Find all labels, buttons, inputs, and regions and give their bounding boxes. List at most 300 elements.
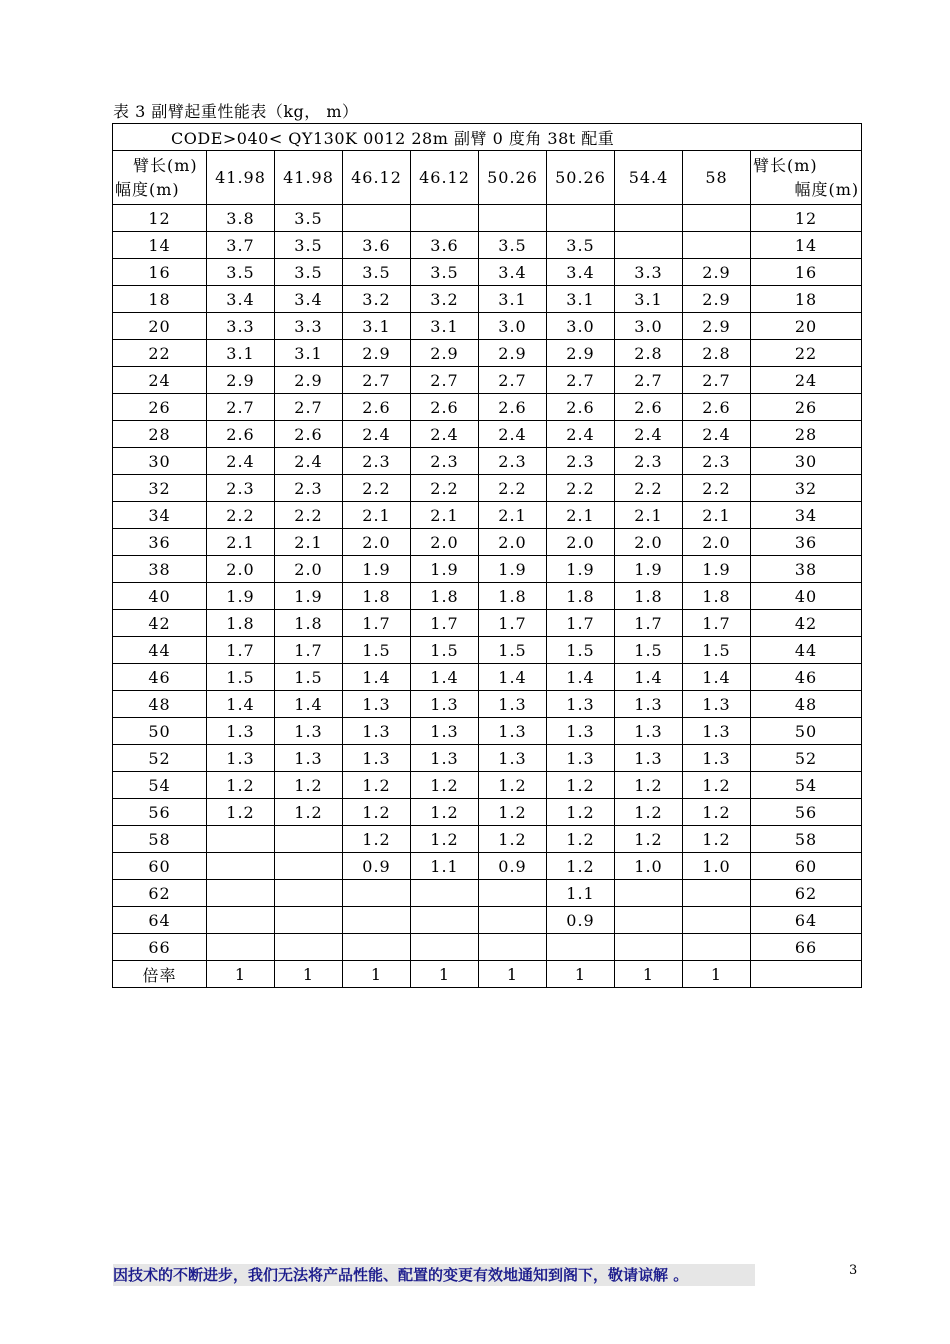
load-cell (411, 934, 479, 961)
table-row (113, 880, 862, 907)
load-cell: 3.3 (615, 259, 683, 286)
load-cell: 1.3 (411, 745, 479, 772)
load-cell: 3.1 (615, 286, 683, 313)
table-row (113, 502, 862, 529)
load-cell: 1.7 (275, 637, 343, 664)
load-cell (683, 880, 751, 907)
load-cell: 1.8 (411, 583, 479, 610)
load-cell: 1.3 (411, 691, 479, 718)
load-cell: 1.2 (547, 853, 615, 880)
load-cell: 1.9 (479, 556, 547, 583)
radius-cell: 42 (113, 610, 207, 637)
load-cell: 1.2 (683, 772, 751, 799)
load-cell: 1.5 (547, 637, 615, 664)
load-cell: 2.4 (207, 448, 275, 475)
load-cell: 2.1 (547, 502, 615, 529)
load-cell: 1.2 (343, 826, 411, 853)
load-cell: 2.9 (275, 367, 343, 394)
load-cell: 2.7 (343, 367, 411, 394)
load-cell: 2.7 (615, 367, 683, 394)
load-cell: 1.7 (479, 610, 547, 637)
load-cell: 1.2 (479, 799, 547, 826)
load-cell: 0.9 (547, 907, 615, 934)
radius-cell: 34 (113, 502, 207, 529)
load-cell: 1.4 (547, 664, 615, 691)
table-row (113, 934, 862, 961)
load-cell: 1.3 (207, 718, 275, 745)
load-cell: 1.0 (683, 853, 751, 880)
table-row (113, 529, 862, 556)
radius-cell-right: 46 (751, 664, 862, 691)
load-cell: 3.1 (479, 286, 547, 313)
load-cell (615, 934, 683, 961)
load-cell: 1.3 (479, 691, 547, 718)
radius-cell-right: 24 (751, 367, 862, 394)
ratio-label: 倍率 (113, 961, 207, 988)
radius-cell-right: 50 (751, 718, 862, 745)
load-cell (343, 907, 411, 934)
load-cell: 3.1 (411, 313, 479, 340)
load-cell: 2.4 (547, 421, 615, 448)
load-cell (343, 205, 411, 232)
load-cell: 1.8 (615, 583, 683, 610)
load-cell: 3.5 (207, 259, 275, 286)
load-cell: 2.1 (683, 502, 751, 529)
load-cell: 2.2 (479, 475, 547, 502)
load-cell: 1.3 (615, 691, 683, 718)
radius-cell-right: 22 (751, 340, 862, 367)
load-cell: 3.4 (479, 259, 547, 286)
load-cell: 1.4 (411, 664, 479, 691)
code-line: CODE>040< QY130K 0012 28m 副臂 0 度角 38t 配重 (113, 124, 862, 151)
ratio-value: 1 (547, 961, 615, 988)
table-row (113, 691, 862, 718)
load-cell: 1.8 (207, 610, 275, 637)
radius-cell-right: 66 (751, 934, 862, 961)
load-cell: 2.9 (207, 367, 275, 394)
load-cell: 1.8 (479, 583, 547, 610)
radius-cell-right: 64 (751, 907, 862, 934)
table-row (113, 448, 862, 475)
load-cell: 2.9 (343, 340, 411, 367)
load-cell: 3.4 (547, 259, 615, 286)
boom-length-header: 46.12 (411, 151, 479, 205)
load-cell (275, 826, 343, 853)
radius-cell: 60 (113, 853, 207, 880)
radius-cell-right: 28 (751, 421, 862, 448)
load-cell: 2.3 (275, 475, 343, 502)
load-cell: 1.7 (207, 637, 275, 664)
header-left-cell (113, 151, 207, 205)
radius-cell: 56 (113, 799, 207, 826)
table-row (113, 367, 862, 394)
load-cell: 2.1 (479, 502, 547, 529)
radius-cell-right: 34 (751, 502, 862, 529)
table-row (113, 340, 862, 367)
load-cell: 1.2 (547, 826, 615, 853)
load-cell: 1.4 (615, 664, 683, 691)
load-cell (683, 205, 751, 232)
radius-cell: 28 (113, 421, 207, 448)
load-cell: 1.3 (547, 745, 615, 772)
load-cell: 3.5 (275, 205, 343, 232)
load-cell: 1.2 (615, 799, 683, 826)
load-cell: 1.3 (275, 745, 343, 772)
table-row (113, 394, 862, 421)
radius-cell: 22 (113, 340, 207, 367)
header-right-cell (751, 151, 862, 205)
load-cell (343, 880, 411, 907)
load-cell: 2.3 (207, 475, 275, 502)
load-cell: 1.9 (275, 583, 343, 610)
load-cell: 1.9 (411, 556, 479, 583)
load-cell: 1.5 (683, 637, 751, 664)
load-cell: 2.4 (343, 421, 411, 448)
code-row (113, 124, 862, 151)
load-cell: 2.6 (275, 421, 343, 448)
load-cell: 1.3 (343, 718, 411, 745)
load-cell: 1.3 (343, 745, 411, 772)
radius-cell-right: 20 (751, 313, 862, 340)
load-cell: 1.3 (683, 691, 751, 718)
table-row (113, 907, 862, 934)
load-cell: 3.8 (207, 205, 275, 232)
load-cell: 2.9 (411, 340, 479, 367)
radius-cell: 66 (113, 934, 207, 961)
radius-cell: 32 (113, 475, 207, 502)
radius-cell-right: 54 (751, 772, 862, 799)
load-cell: 1.2 (411, 772, 479, 799)
boom-length-label-left: 臂长(m) (133, 155, 198, 175)
load-cell: 1.2 (479, 826, 547, 853)
ratio-value: 1 (275, 961, 343, 988)
load-cell: 1.2 (343, 772, 411, 799)
radius-cell: 30 (113, 448, 207, 475)
load-cell (275, 853, 343, 880)
radius-cell-right: 60 (751, 853, 862, 880)
load-cell: 2.7 (207, 394, 275, 421)
load-cell: 1.7 (615, 610, 683, 637)
load-cell: 1.9 (207, 583, 275, 610)
load-cell: 1.3 (207, 745, 275, 772)
load-cell: 2.7 (275, 394, 343, 421)
radius-cell-right: 58 (751, 826, 862, 853)
load-cell: 1.4 (683, 664, 751, 691)
load-cell (683, 907, 751, 934)
boom-length-header: 41.98 (275, 151, 343, 205)
radius-cell-right: 62 (751, 880, 862, 907)
radius-cell-right: 16 (751, 259, 862, 286)
ratio-value: 1 (411, 961, 479, 988)
table-row (113, 205, 862, 232)
load-cell: 2.2 (275, 502, 343, 529)
load-cell: 2.6 (683, 394, 751, 421)
boom-length-header: 46.12 (343, 151, 411, 205)
load-cell: 1.2 (547, 799, 615, 826)
load-cell: 2.2 (547, 475, 615, 502)
radius-cell-right: 32 (751, 475, 862, 502)
table-caption: 表 3 副臂起重性能表（kg， m） (113, 102, 359, 121)
load-cell: 1.8 (343, 583, 411, 610)
load-cell: 2.6 (411, 394, 479, 421)
load-cell: 2.1 (275, 529, 343, 556)
load-cell (615, 880, 683, 907)
load-cell: 3.3 (207, 313, 275, 340)
load-cell: 1.2 (343, 799, 411, 826)
load-cell: 1.2 (683, 826, 751, 853)
load-cell (547, 934, 615, 961)
load-cell (615, 232, 683, 259)
load-cell (343, 934, 411, 961)
radius-cell-right: 12 (751, 205, 862, 232)
load-cell: 2.0 (411, 529, 479, 556)
load-cell (479, 934, 547, 961)
load-cell: 1.8 (683, 583, 751, 610)
load-cell: 1.2 (615, 826, 683, 853)
load-cell: 1.4 (343, 664, 411, 691)
load-cell: 2.6 (615, 394, 683, 421)
radius-cell-right: 42 (751, 610, 862, 637)
load-cell: 3.0 (547, 313, 615, 340)
load-cell: 3.6 (343, 232, 411, 259)
table-row (113, 664, 862, 691)
load-cell: 2.3 (479, 448, 547, 475)
load-cell: 3.5 (547, 232, 615, 259)
load-cell (275, 907, 343, 934)
load-cell: 2.0 (547, 529, 615, 556)
table-row (113, 772, 862, 799)
load-cell: 2.3 (683, 448, 751, 475)
load-cell (547, 205, 615, 232)
load-cell: 2.0 (479, 529, 547, 556)
radius-cell: 38 (113, 556, 207, 583)
load-cell: 2.1 (343, 502, 411, 529)
radius-cell: 54 (113, 772, 207, 799)
load-cell: 2.2 (207, 502, 275, 529)
load-cell: 2.1 (207, 529, 275, 556)
load-cell: 1.1 (547, 880, 615, 907)
load-cell: 1.7 (343, 610, 411, 637)
load-cell: 2.9 (683, 259, 751, 286)
load-cell: 3.0 (615, 313, 683, 340)
load-cell (479, 205, 547, 232)
table-row (113, 475, 862, 502)
load-cell: 2.1 (615, 502, 683, 529)
load-cell: 3.2 (343, 286, 411, 313)
load-cell: 1.5 (275, 664, 343, 691)
ratio-value: 1 (207, 961, 275, 988)
boom-length-header: 50.26 (547, 151, 615, 205)
load-cell (207, 880, 275, 907)
load-cell: 2.6 (207, 421, 275, 448)
load-cell (683, 934, 751, 961)
load-cell: 2.2 (615, 475, 683, 502)
load-cell: 2.3 (615, 448, 683, 475)
load-cell: 2.0 (615, 529, 683, 556)
ratio-value: 1 (343, 961, 411, 988)
load-cell: 3.5 (275, 232, 343, 259)
radius-cell: 20 (113, 313, 207, 340)
load-cell: 2.8 (683, 340, 751, 367)
table-row (113, 313, 862, 340)
load-cell: 2.0 (275, 556, 343, 583)
load-cell: 3.0 (479, 313, 547, 340)
load-cell: 1.2 (547, 772, 615, 799)
load-cell: 2.1 (411, 502, 479, 529)
load-cell: 1.2 (207, 799, 275, 826)
load-cell: 1.4 (479, 664, 547, 691)
jib-lifting-performance-table (112, 123, 862, 988)
load-cell: 2.9 (683, 313, 751, 340)
radius-cell: 26 (113, 394, 207, 421)
radius-cell-right: 26 (751, 394, 862, 421)
ratio-value: 1 (479, 961, 547, 988)
load-cell: 1.2 (411, 799, 479, 826)
load-cell: 1.3 (547, 718, 615, 745)
boom-length-header: 50.26 (479, 151, 547, 205)
load-cell (275, 880, 343, 907)
table-row (113, 799, 862, 826)
load-cell: 3.1 (207, 340, 275, 367)
load-cell: 2.2 (343, 475, 411, 502)
load-cell: 1.9 (343, 556, 411, 583)
load-cell: 1.5 (479, 637, 547, 664)
load-cell: 3.5 (479, 232, 547, 259)
load-cell (411, 907, 479, 934)
load-cell: 2.3 (343, 448, 411, 475)
load-cell: 1.2 (275, 799, 343, 826)
load-cell: 1.2 (479, 772, 547, 799)
load-cell: 2.0 (683, 529, 751, 556)
boom-length-label-right: 臂长(m) (753, 155, 818, 175)
load-cell: 3.7 (207, 232, 275, 259)
load-cell: 2.7 (683, 367, 751, 394)
load-cell: 2.4 (615, 421, 683, 448)
load-cell: 2.6 (547, 394, 615, 421)
load-cell: 1.5 (207, 664, 275, 691)
load-cell: 1.0 (615, 853, 683, 880)
load-cell: 3.4 (207, 286, 275, 313)
radius-cell: 62 (113, 880, 207, 907)
table-row (113, 556, 862, 583)
load-cell: 1.3 (343, 691, 411, 718)
table-row (113, 745, 862, 772)
load-cell: 1.7 (547, 610, 615, 637)
load-cell: 1.3 (683, 745, 751, 772)
load-cell: 1.9 (683, 556, 751, 583)
boom-length-header: 41.98 (207, 151, 275, 205)
load-cell: 1.5 (343, 637, 411, 664)
load-cell: 1.2 (615, 772, 683, 799)
table-row (113, 853, 862, 880)
load-cell: 2.7 (479, 367, 547, 394)
radius-cell: 18 (113, 286, 207, 313)
load-cell: 2.6 (479, 394, 547, 421)
load-cell: 3.1 (547, 286, 615, 313)
radius-cell-right: 18 (751, 286, 862, 313)
radius-cell-right: 48 (751, 691, 862, 718)
load-cell: 3.2 (411, 286, 479, 313)
load-cell: 3.5 (275, 259, 343, 286)
load-cell (479, 880, 547, 907)
radius-cell: 44 (113, 637, 207, 664)
radius-cell: 12 (113, 205, 207, 232)
radius-cell-right: 52 (751, 745, 862, 772)
load-cell: 1.8 (275, 610, 343, 637)
load-cell: 1.1 (411, 853, 479, 880)
table-row (113, 583, 862, 610)
load-cell: 3.6 (411, 232, 479, 259)
radius-cell: 52 (113, 745, 207, 772)
load-cell: 2.9 (683, 286, 751, 313)
load-cell: 2.4 (275, 448, 343, 475)
ratio-row (113, 961, 862, 988)
ratio-right-cell (751, 961, 862, 988)
disclaimer-note: 因技术的不断进步，我们无法将产品性能、配置的变更有效地通知到阁下，敬请谅解 。 (113, 1264, 755, 1286)
load-cell: 3.4 (275, 286, 343, 313)
table-row (113, 232, 862, 259)
radius-cell: 40 (113, 583, 207, 610)
ratio-value: 1 (683, 961, 751, 988)
radius-cell: 14 (113, 232, 207, 259)
load-cell: 1.9 (615, 556, 683, 583)
table-row (113, 637, 862, 664)
radius-cell-right: 40 (751, 583, 862, 610)
table-row (113, 718, 862, 745)
load-cell (683, 232, 751, 259)
radius-cell: 48 (113, 691, 207, 718)
load-cell: 1.2 (683, 799, 751, 826)
radius-cell: 24 (113, 367, 207, 394)
load-cell: 1.3 (547, 691, 615, 718)
radius-cell: 58 (113, 826, 207, 853)
load-cell: 1.3 (615, 745, 683, 772)
table-row (113, 826, 862, 853)
load-cell: 3.3 (275, 313, 343, 340)
load-cell: 1.2 (275, 772, 343, 799)
load-cell: 2.4 (479, 421, 547, 448)
load-cell: 2.0 (207, 556, 275, 583)
table-row (113, 259, 862, 286)
load-cell: 1.3 (479, 718, 547, 745)
load-cell: 1.2 (207, 772, 275, 799)
radius-cell: 64 (113, 907, 207, 934)
load-cell: 2.9 (479, 340, 547, 367)
radius-cell: 46 (113, 664, 207, 691)
load-cell: 2.2 (683, 475, 751, 502)
table-row (113, 286, 862, 313)
load-cell: 1.9 (547, 556, 615, 583)
radius-cell-right: 56 (751, 799, 862, 826)
radius-cell-right: 14 (751, 232, 862, 259)
load-cell: 2.6 (343, 394, 411, 421)
radius-cell-right: 36 (751, 529, 862, 556)
load-cell (207, 853, 275, 880)
boom-length-header: 54.4 (615, 151, 683, 205)
load-cell (411, 880, 479, 907)
page-number: 3 (849, 1263, 858, 1278)
load-cell (615, 205, 683, 232)
load-cell: 0.9 (479, 853, 547, 880)
load-cell (207, 826, 275, 853)
load-cell: 2.4 (683, 421, 751, 448)
load-cell (207, 934, 275, 961)
boom-length-header: 58 (683, 151, 751, 205)
radius-label-right: 幅度(m) (794, 179, 860, 199)
load-cell: 1.4 (275, 691, 343, 718)
load-cell: 2.7 (547, 367, 615, 394)
radius-cell-right: 30 (751, 448, 862, 475)
